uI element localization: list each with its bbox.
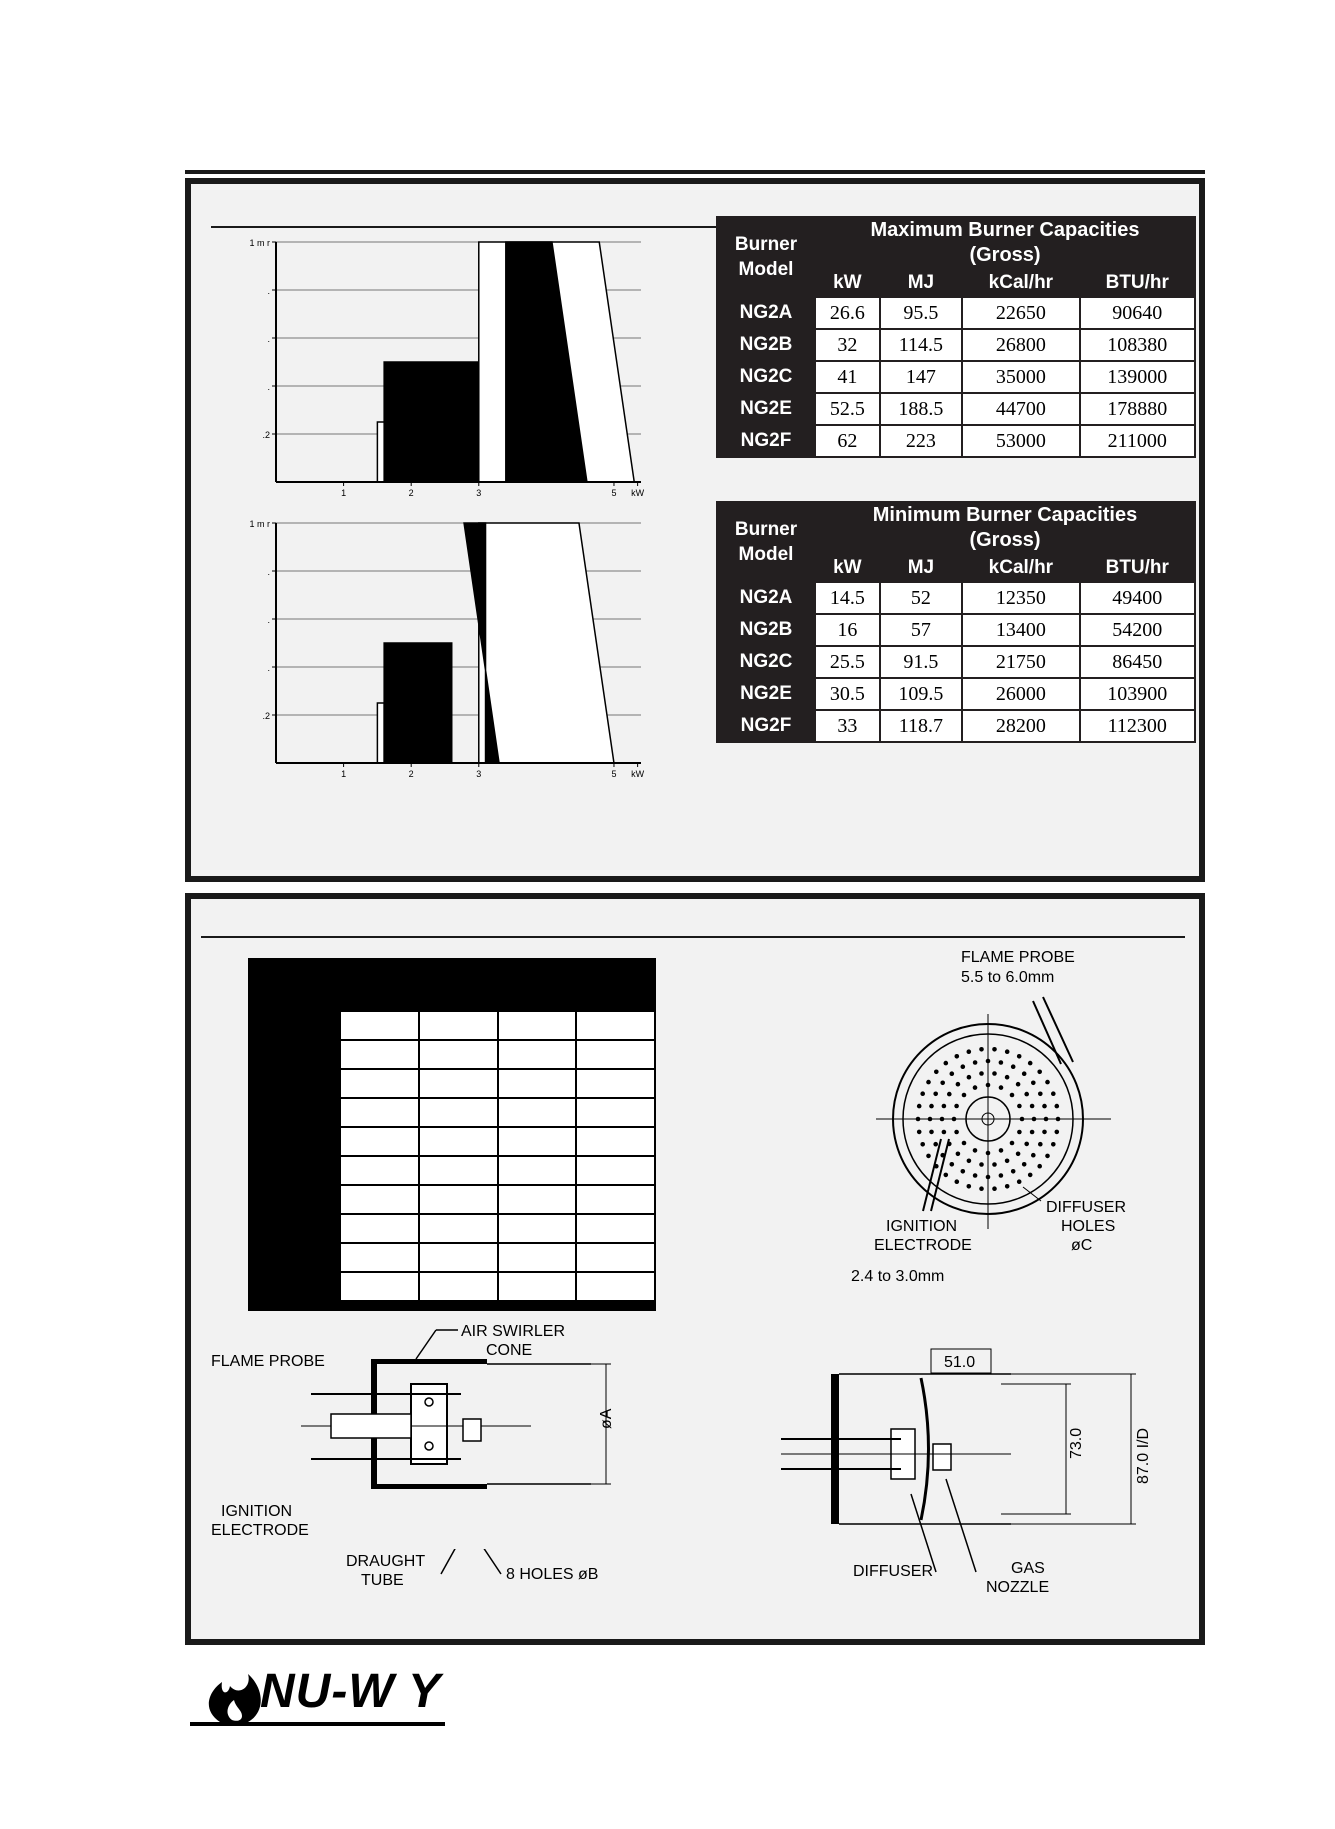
diffuser-hole — [1045, 1154, 1050, 1159]
top-rule — [185, 170, 1205, 174]
diffuser-hole — [961, 1064, 966, 1069]
value-cell: 86450 — [1081, 647, 1194, 677]
diffuser-hole — [1005, 1184, 1010, 1189]
ignition-electrode-label: ELECTRODE — [874, 1237, 972, 1254]
diffuser-hole — [916, 1117, 921, 1122]
table-title: Maximum Burner Capacities (Gross) — [870, 219, 1140, 266]
draught-tube-label: DRAUGHT — [346, 1553, 426, 1570]
diffuser-hole — [940, 1117, 945, 1122]
table-row — [718, 362, 1194, 392]
diffuser-hole — [1044, 1117, 1049, 1122]
value-cell: 139000 — [1081, 362, 1194, 392]
value-cell: 118.7 — [881, 711, 962, 741]
x-tick-label: kW — [631, 769, 645, 779]
diffuser-hole — [1037, 1070, 1042, 1075]
diffuser-hole — [917, 1130, 922, 1135]
model-header: Burner Model — [734, 519, 798, 565]
y-tick-label: . — [267, 615, 270, 625]
dimensions-panel — [185, 893, 1205, 1645]
model-cell: NG2F — [718, 426, 814, 456]
x-tick-label: 3 — [476, 769, 482, 779]
value-cell: 147 — [881, 362, 962, 392]
diffuser-hole — [1011, 1064, 1016, 1069]
logo-underline — [190, 1722, 445, 1726]
diffuser-hole — [1024, 1092, 1029, 1097]
ignition-gap-label — [851, 1264, 1011, 1288]
y-tick-label: . — [267, 334, 270, 344]
y-tick-label: .2 — [262, 711, 270, 721]
y-tick-label: . — [267, 663, 270, 673]
diffuser-hole — [961, 1169, 966, 1174]
diffuser-holes-label: HOLES — [1061, 1218, 1116, 1235]
model-cell: NG2E — [718, 679, 814, 709]
x-tick-label: 1 — [341, 488, 347, 498]
diffuser-hole — [1028, 1173, 1033, 1178]
diffuser-hole — [973, 1085, 978, 1090]
diffuser-hole — [1042, 1130, 1047, 1135]
unit-header: MJ — [907, 272, 935, 293]
diffuser-hole — [979, 1047, 984, 1052]
diffuser-hole — [1042, 1104, 1047, 1109]
unit-header: BTU/hr — [1105, 557, 1169, 578]
diffuser-hole — [962, 1141, 967, 1146]
model-cell: NG2C — [718, 647, 814, 677]
diffuser-hole — [1017, 1054, 1022, 1059]
diffuser-hole — [1055, 1104, 1060, 1109]
diffuser-hole — [942, 1104, 947, 1109]
value-cell: 35000 — [963, 362, 1078, 392]
diffuser-hole — [1028, 1061, 1033, 1066]
value-cell: 54200 — [1081, 615, 1194, 645]
table-row — [718, 330, 1194, 360]
diffuser-hole — [1017, 1104, 1022, 1109]
table-row — [718, 711, 1194, 741]
diffuser-hole — [1037, 1164, 1042, 1169]
table-row — [341, 1157, 654, 1184]
diffuser-hole — [992, 1162, 997, 1167]
chart-band — [479, 523, 614, 763]
table-row — [718, 583, 1194, 613]
logo-text: NU-W Y — [260, 1665, 442, 1718]
value-cell: 109.5 — [881, 679, 962, 709]
diffuser-holes-label: DIFFUSER — [1046, 1199, 1126, 1216]
ignition-electrode-side-label: IGNITION — [221, 1503, 293, 1520]
diffuser-hole — [942, 1130, 947, 1135]
diffuser-hole — [986, 1083, 991, 1088]
diffuser-hole — [926, 1154, 931, 1159]
y-tick-label: . — [267, 382, 270, 392]
min-capacity-table — [716, 501, 1196, 743]
unit-header: kW — [833, 557, 862, 578]
diffuser-hole — [920, 1091, 925, 1096]
dim-87-label: 87.0 I/D — [1135, 1427, 1152, 1484]
value-cell: 108380 — [1081, 330, 1194, 360]
ignition-electrode-label: IGNITION — [886, 1218, 958, 1235]
value-cell: 26000 — [963, 679, 1078, 709]
diffuser-hole — [999, 1085, 1004, 1090]
diffuser-hole — [944, 1173, 949, 1178]
diffuser-hole — [1022, 1162, 1027, 1167]
value-cell: 26800 — [963, 330, 1078, 360]
diffuser-hole — [1010, 1093, 1015, 1098]
unit-header: MJ — [907, 557, 935, 578]
table-row — [341, 1244, 654, 1271]
unit-header: kCal/hr — [988, 557, 1054, 578]
gas-nozzle-label: GAS — [1011, 1560, 1045, 1577]
diffuser-hole — [1005, 1159, 1010, 1164]
diffuser-hole — [1055, 1130, 1060, 1135]
table-row — [718, 298, 1194, 328]
diffuser-hole — [979, 1071, 984, 1076]
capacity-chart-max — [221, 236, 681, 511]
unit-header: kCal/hr — [988, 272, 1054, 293]
diffuser-hole — [1051, 1091, 1056, 1096]
value-cell: 49400 — [1081, 583, 1194, 613]
dim-a-label: øA — [598, 1408, 615, 1429]
dim-51-label: 51.0 — [944, 1354, 976, 1371]
value-cell: 53000 — [963, 426, 1078, 456]
ignition-electrode-side-label: ELECTRODE — [211, 1522, 309, 1539]
value-cell: 52 — [881, 583, 962, 613]
value-cell: 16 — [816, 615, 879, 645]
diffuser-hole — [1011, 1169, 1016, 1174]
y-tick-label: . — [267, 286, 270, 296]
value-cell: 32 — [816, 330, 879, 360]
value-cell: 52.5 — [816, 394, 879, 424]
y-tick-label: . — [267, 567, 270, 577]
chart-band — [377, 703, 384, 763]
x-tick-label: kW — [631, 488, 645, 498]
table-row — [341, 1099, 654, 1126]
diffuser-hole — [933, 1092, 938, 1097]
x-tick-label: 1 — [341, 769, 347, 779]
diffuser-hole — [1030, 1104, 1035, 1109]
diffuser-hole — [944, 1061, 949, 1066]
diffuser-hole — [956, 1152, 961, 1157]
diffuser-hole — [1017, 1130, 1022, 1135]
value-cell: 44700 — [963, 394, 1078, 424]
value-cell: 188.5 — [881, 394, 962, 424]
diffuser-hole — [1005, 1075, 1010, 1080]
table-row — [341, 1041, 654, 1068]
burner-section-view — [751, 1344, 1181, 1589]
gas-nozzle-labels — [986, 1556, 1106, 1602]
model-cell: NG2B — [718, 330, 814, 360]
value-cell: 22650 — [963, 298, 1078, 328]
chart-band — [384, 643, 452, 763]
diffuser-hole — [950, 1162, 955, 1167]
diffuser-hole — [952, 1117, 957, 1122]
ignition-gap-text: 2.4 to 3.0mm — [851, 1268, 945, 1285]
value-cell: 223 — [881, 426, 962, 456]
holes-b-label: 8 HOLES øB — [506, 1566, 599, 1583]
diffuser-hole — [973, 1060, 978, 1065]
value-cell: 13400 — [963, 615, 1078, 645]
value-cell: 90640 — [1081, 298, 1194, 328]
model-header: Burner Model — [734, 234, 798, 280]
value-cell: 57 — [881, 615, 962, 645]
value-cell: 21750 — [963, 647, 1078, 677]
value-cell: 26.6 — [816, 298, 879, 328]
table-row — [341, 1070, 654, 1097]
flame-probe-side-label: FLAME PROBE — [211, 1353, 325, 1370]
table-row — [341, 1215, 654, 1242]
diffuser-hole — [955, 1179, 960, 1184]
diffuser-hole — [1031, 1153, 1036, 1158]
diffuser-hole — [929, 1130, 934, 1135]
diffuser-hole — [1010, 1141, 1015, 1146]
burner-side-view — [211, 1314, 661, 1554]
value-cell: 12350 — [963, 583, 1078, 613]
diffuser-holes-dim: øC — [1071, 1237, 1093, 1254]
model-cell: NG2A — [718, 583, 814, 613]
diffuser-hole — [1016, 1082, 1021, 1087]
diffuser-hole — [940, 1081, 945, 1086]
x-tick-label: 5 — [611, 769, 617, 779]
diffuser-hole — [992, 1071, 997, 1076]
diffuser-hole — [1045, 1080, 1050, 1085]
diffuser-hole — [954, 1130, 959, 1135]
table-row — [341, 1012, 654, 1039]
diffuser-hole — [967, 1159, 972, 1164]
diffuser-hole — [929, 1104, 934, 1109]
y-tick-label: 1 m r — [249, 238, 270, 248]
diffuser-hole — [1038, 1092, 1043, 1097]
diffuser-hole — [920, 1142, 925, 1147]
diffuser-hole — [956, 1082, 961, 1087]
diffuser-hole — [979, 1186, 984, 1191]
y-tick-label: .2 — [262, 430, 270, 440]
diffuser-hole — [967, 1184, 972, 1189]
side-view-labels — [341, 1549, 651, 1607]
table-row — [718, 394, 1194, 424]
model-cell: NG2C — [718, 362, 814, 392]
table-row — [341, 1186, 654, 1213]
max-capacity-table — [716, 216, 1196, 458]
value-cell: 103900 — [1081, 679, 1194, 709]
diffuser-hole — [986, 1175, 991, 1180]
capacity-chart-min — [221, 517, 681, 792]
diffuser-hole — [1038, 1142, 1043, 1147]
diffuser-hole — [1020, 1117, 1025, 1122]
diffuser-hole — [926, 1080, 931, 1085]
table-row — [341, 1273, 654, 1300]
diffuser-hole — [973, 1173, 978, 1178]
burner-front-view — [791, 939, 1211, 1269]
value-cell: 33 — [816, 711, 879, 741]
diffuser-hole — [999, 1148, 1004, 1153]
diffuser-hole — [1005, 1049, 1010, 1054]
unit-header: BTU/hr — [1105, 272, 1169, 293]
table-row — [718, 679, 1194, 709]
diffuser-hole — [1031, 1081, 1036, 1086]
value-cell: 91.5 — [881, 647, 962, 677]
value-cell: 25.5 — [816, 647, 879, 677]
gas-nozzle-label: NOZZLE — [986, 1579, 1050, 1596]
diffuser-hole — [1051, 1142, 1056, 1147]
panel-rule — [201, 936, 1185, 938]
diffuser-hole — [999, 1173, 1004, 1178]
value-cell: 114.5 — [881, 330, 962, 360]
unit-header: kW — [833, 272, 862, 293]
diffuser-hole — [1056, 1117, 1061, 1122]
table-row — [718, 647, 1194, 677]
value-cell: 95.5 — [881, 298, 962, 328]
flame-probe-gap-label: 5.5 to 6.0mm — [961, 969, 1055, 986]
diffuser-hole — [1024, 1142, 1029, 1147]
table-row — [718, 426, 1194, 456]
diffuser-hole — [947, 1092, 952, 1097]
value-cell: 62 — [816, 426, 879, 456]
dimension-grid — [339, 1010, 656, 1302]
diffuser-hole — [967, 1049, 972, 1054]
draught-tube-label: TUBE — [361, 1572, 404, 1589]
diffuser-label: DIFFUSER — [853, 1563, 933, 1580]
diffuser-hole — [967, 1075, 972, 1080]
diffuser-hole — [992, 1186, 997, 1191]
value-cell: 112300 — [1081, 711, 1194, 741]
value-cell: 30.5 — [816, 679, 879, 709]
chart-band — [384, 362, 479, 482]
value-cell: 41 — [816, 362, 879, 392]
model-cell: NG2B — [718, 615, 814, 645]
dim-73-label: 73.0 — [1068, 1427, 1085, 1459]
diffuser-hole — [986, 1151, 991, 1156]
diffuser-hole — [1017, 1179, 1022, 1184]
x-tick-label: 2 — [408, 769, 414, 779]
diffuser-hole — [1030, 1130, 1035, 1135]
diffuser-hole — [950, 1071, 955, 1076]
diffuser-hole — [999, 1060, 1004, 1065]
diffuser-hole — [954, 1104, 959, 1109]
x-tick-label: 2 — [408, 488, 414, 498]
diffuser-hole — [934, 1070, 939, 1075]
air-swirler-label: CONE — [486, 1342, 533, 1359]
value-cell: 211000 — [1081, 426, 1194, 456]
diffuser-hole — [955, 1054, 960, 1059]
nu-way-logo — [190, 1665, 450, 1730]
diffuser-hole — [962, 1093, 967, 1098]
diffuser-hole — [917, 1104, 922, 1109]
y-tick-label: 1 m r — [249, 519, 270, 529]
value-cell: 178880 — [1081, 394, 1194, 424]
model-cell: NG2A — [718, 298, 814, 328]
table-title: Minimum Burner Capacities (Gross) — [872, 504, 1138, 551]
capacity-panel — [185, 178, 1205, 882]
air-swirler-label: AIR SWIRLER — [461, 1323, 566, 1340]
diffuser-hole — [1016, 1152, 1021, 1157]
diffuser-hole — [933, 1142, 938, 1147]
dimension-table — [248, 958, 656, 1311]
x-tick-label: 5 — [611, 488, 617, 498]
value-cell: 14.5 — [816, 583, 879, 613]
x-tick-label: 3 — [476, 488, 482, 498]
table-row — [341, 1128, 654, 1155]
diffuser-hole — [992, 1047, 997, 1052]
flame-probe-label: FLAME PROBE — [961, 949, 1075, 966]
table-row — [718, 615, 1194, 645]
diffuser-hole — [973, 1148, 978, 1153]
diffuser-hole — [1032, 1117, 1037, 1122]
model-cell: NG2E — [718, 394, 814, 424]
diffuser-hole — [986, 1059, 991, 1064]
value-cell: 28200 — [963, 711, 1078, 741]
diffuser-hole — [928, 1117, 933, 1122]
diffuser-hole — [1022, 1071, 1027, 1076]
diffuser-hole — [979, 1162, 984, 1167]
model-cell: NG2F — [718, 711, 814, 741]
